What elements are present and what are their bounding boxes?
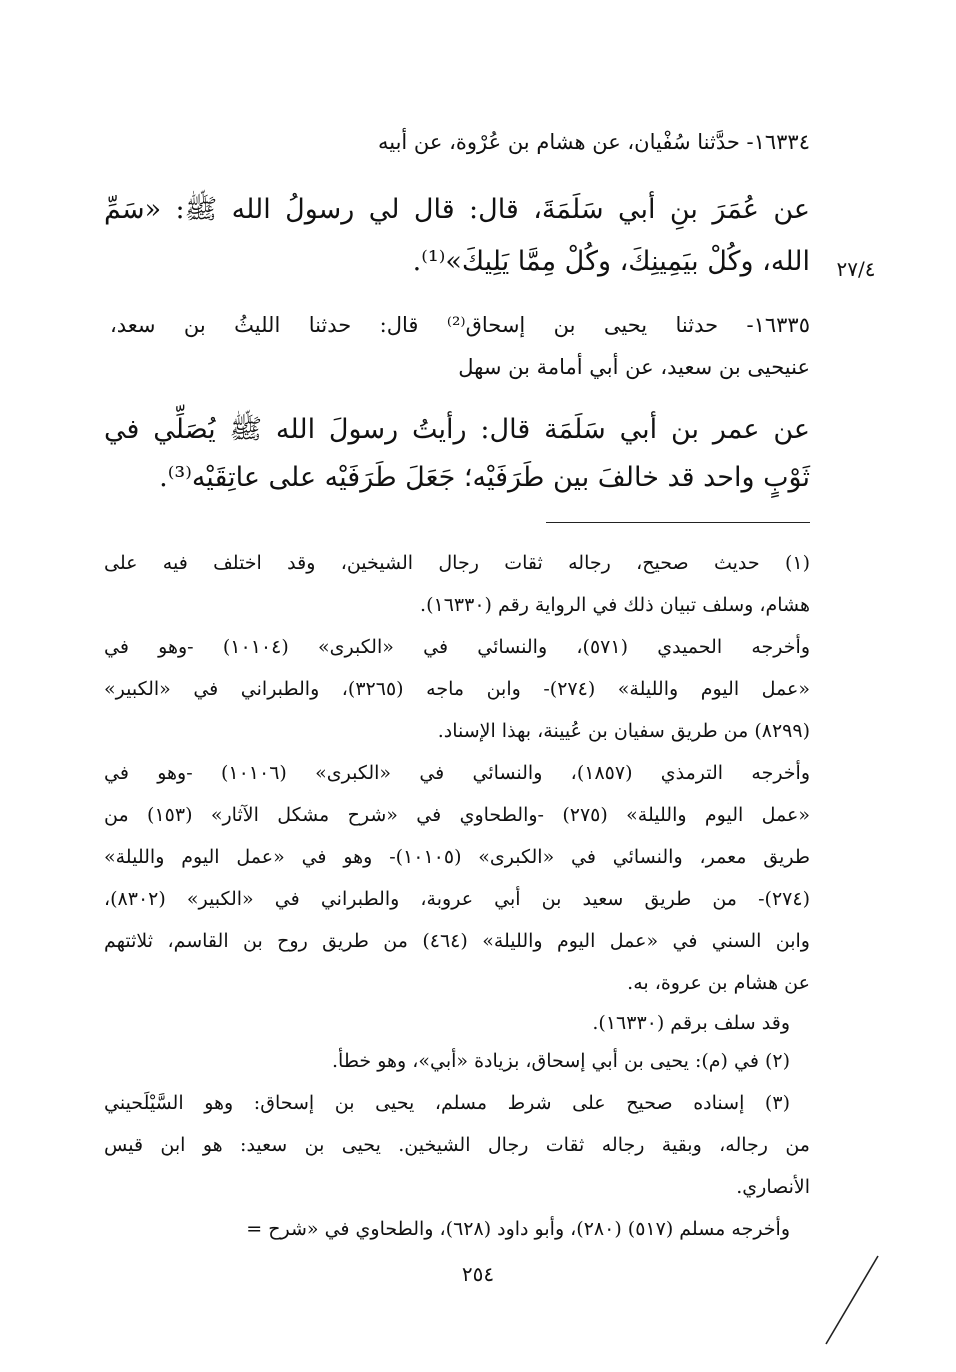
hadith-16335-isnad-line1: ١٦٣٣٥- حدثنا يحيى بن إسحاق⁽²⁾ قال: حدثنا الليثُ بن سعد، [110, 313, 810, 337]
footnote-separator [546, 522, 810, 523]
footnote-3-line: (٣) إسناده صحيح على شرط مسلم، يحيى بن إسحاق: وهو السَّيْلَحيني [104, 1092, 790, 1114]
footnote-3-line: وأخرجه مسلم (٥١٧) (٢٨٠)، وأبو داود (٦٢٨)، والطحاوي في «شرح = [246, 1218, 790, 1240]
hadith-16335-isnad-line2: عنيحيى بن سعيد، عن أبي أمامة بن سهل [458, 355, 810, 379]
footnote-1-line: هشام، وسلف تبيان ذلك في الرواية رقم (١٦٣٣٠). [420, 594, 810, 616]
hadith-16335-matn-line2: ثَوْبٍ واحد قد خالفَ بين طَرَفَيْه؛ جَعَلَ طَرَفَيْه على عاتِقَيْه⁽³⁾. [159, 462, 810, 493]
pen-stroke-mark [822, 1250, 882, 1350]
footnote-1-line: (١) حديث صحيح، رجاله ثقات رجال الشيخين، وقد اختلف فيه على [104, 552, 810, 574]
margin-volume-page-ref: ٢٧/٤ [836, 257, 876, 281]
footnote-1-line: «عمل اليوم والليلة» (٢٧٤)- وابن ماجه (٣٢٦٥)، والطبراني في «الكبير» [104, 678, 810, 700]
hadith-16334-matn-line2: الله، وكُلْ بيَمِينِكَ، وكُلْ مِمَّا يَلِيكَ»⁽¹⁾. [412, 246, 810, 277]
footnote-1-line: (٢٧٤)- من طريق سعيد بن أبي عروبة، والطبراني في «الكبير» (٨٣٠٢)، [104, 888, 810, 910]
footnote-1-line: وقد سلف برقم (١٦٣٣٠). [592, 1012, 790, 1034]
hadith-16334-matn-line1: عن عُمَرَ بنِ أبي سَلَمَةَ، قال: قال لي رسولُ الله ﷺ: «سَمِّ [104, 194, 810, 225]
footnote-1-line: «عمل اليوم والليلة» (٢٧٥) -والطحاوي في «شرح مشكل الآثار» (١٥٣) من [104, 804, 810, 826]
footnote-2: (٢) في (م): يحيى بن أبي إسحاق، بزيادة «أبي»، وهو خطأ. [332, 1050, 790, 1072]
hadith-16334-isnad: ١٦٣٣٤- حدَّثنا سُفْيان، عن هشام بن عُرْوة، عن أبيه [377, 130, 810, 154]
hadith-16335-matn-line1: عن عمر بن أبي سَلَمَة قال: رأيتُ رسولَ الله ﷺ يُصَلِّي في [104, 414, 810, 445]
footnote-1-line: وأخرجه الحميدي (٥٧١)، والنسائي في «الكبرى» (١٠١٠٤) -وهو في [104, 636, 810, 658]
footnote-3-line: من رجاله، وبقية رجاله ثقات رجال الشيخين. يحيى بن سعيد: هو ابن قيس [104, 1134, 810, 1156]
footnote-3-line: الأنصاري. [736, 1176, 810, 1198]
footnote-1-line: (٨٢٩٩) من طريق سفيان بن عُيينة، بهذا الإسناد. [437, 720, 810, 742]
footnote-1-line: وابن السني في «عمل اليوم والليلة» (٤٦٤) من طريق روح بن القاسم، ثلاثتهم [104, 930, 810, 952]
footnote-1-line: طريق معمر، والنسائي في «الكبرى» (١٠١٠٥)- وهو في «عمل اليوم والليلة» [104, 846, 810, 868]
footnote-1-line: وأخرجه الترمذي (١٨٥٧)، والنسائي في «الكبرى» (١٠١٠٦) -وهو في [104, 762, 810, 784]
footnote-1-line: عن هشام بن عروة، به. [627, 972, 810, 994]
page-number: ٢٥٤ [461, 1262, 495, 1286]
